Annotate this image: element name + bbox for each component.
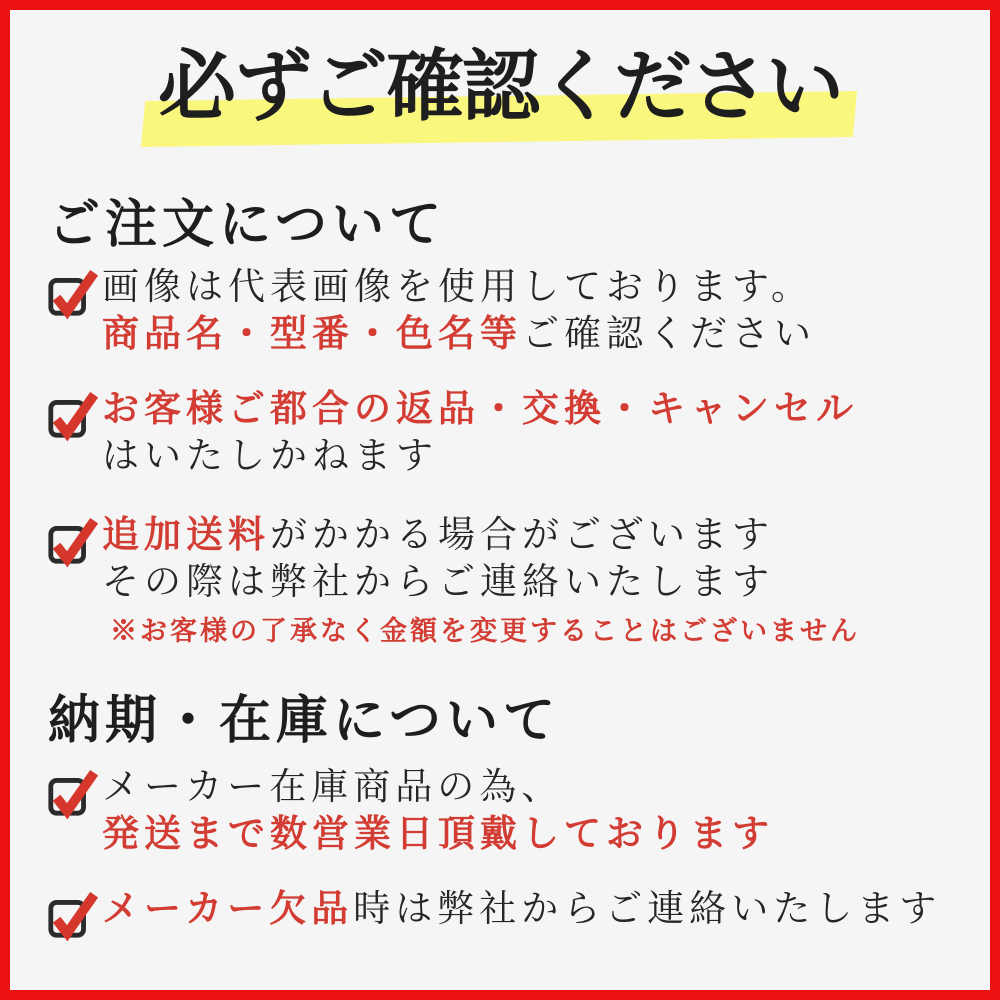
text-segment: がかかる場合がございます bbox=[270, 515, 774, 556]
text-line bbox=[102, 386, 858, 433]
checked-checkbox-icon bbox=[46, 886, 98, 942]
page-title-block bbox=[10, 38, 990, 168]
text-line bbox=[102, 811, 774, 858]
checked-checkbox-icon bbox=[46, 386, 98, 442]
checklist-item-text bbox=[102, 512, 860, 647]
checked-checkbox-icon bbox=[46, 764, 98, 820]
fine-print-note: ※お客様の了承なく金額を変更することはございません bbox=[110, 616, 860, 646]
text-segment: はいたしかねます bbox=[102, 436, 438, 477]
text-line bbox=[102, 764, 774, 811]
text-segment-red: 発送まで数営業日頂戴しております bbox=[102, 814, 774, 855]
text-segment: 画像は代表画像を使用しております。 bbox=[102, 267, 814, 308]
checklist-item-text bbox=[102, 886, 941, 933]
text-line bbox=[102, 433, 858, 480]
text-line bbox=[102, 886, 941, 933]
text-segment: ご確認ください bbox=[522, 314, 816, 355]
text-line bbox=[102, 559, 860, 606]
checklist-item bbox=[46, 764, 774, 858]
checklist-item-text bbox=[102, 386, 858, 480]
checked-checkbox-icon bbox=[46, 512, 98, 568]
text-segment: メーカー在庫商品の為、 bbox=[102, 767, 564, 808]
section-heading-orders: ご注文について bbox=[48, 197, 446, 254]
text-segment-red: メーカー欠品 bbox=[102, 889, 354, 930]
text-segment: その際は弊社からご連絡いたします bbox=[102, 562, 774, 603]
page-title: 必ずご確認ください bbox=[157, 43, 842, 130]
text-line bbox=[102, 311, 816, 358]
text-line bbox=[102, 512, 860, 559]
text-segment-red: 商品名・型番・色名等 bbox=[102, 314, 522, 355]
checklist-item-text bbox=[102, 264, 816, 358]
text-segment-red: 追加送料 bbox=[102, 515, 270, 556]
text-segment-red: お客様ご都合の返品・交換・キャンセル bbox=[102, 389, 858, 430]
checklist-item bbox=[46, 264, 816, 358]
checklist-item-text bbox=[102, 764, 774, 858]
checklist-item bbox=[46, 886, 941, 942]
checklist-item bbox=[46, 386, 858, 480]
section-heading-delivery-stock: 納期・在庫について bbox=[48, 693, 560, 750]
text-line bbox=[102, 264, 816, 311]
checklist-item bbox=[46, 512, 860, 647]
text-segment: 時は弊社からご連絡いたします bbox=[353, 889, 942, 930]
checked-checkbox-icon bbox=[46, 264, 98, 320]
